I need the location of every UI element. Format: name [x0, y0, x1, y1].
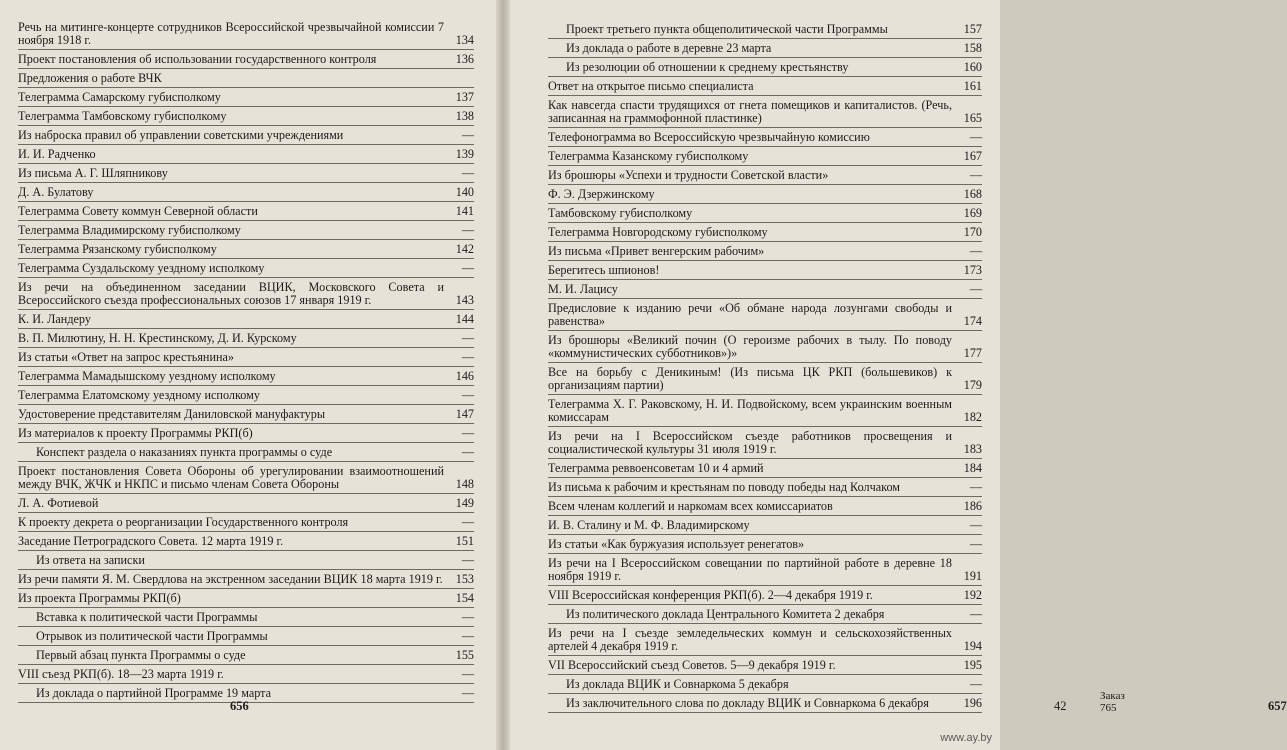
toc-entry-title: Все на борьбу с Деникиным! (Из письма ЦК РКП (большевиков) к организациям партии) [548, 365, 952, 392]
toc-entry-page: 168 [963, 187, 982, 201]
toc-entry-title: Предложения о работе ВЧК [18, 71, 162, 85]
toc-entry-title: Из брошюры «Успехи и трудности Советской власти» [548, 168, 829, 182]
toc-entry-page: 177 [963, 346, 982, 360]
toc-entry-title: Из речи на I Всероссийском съезде работников просвещения и социалистической культуры 31 июля 1919 г. [548, 429, 952, 456]
toc-entry-page: 134 [455, 33, 474, 47]
toc-entry [18, 166, 474, 183]
toc-entry-page: 141 [455, 204, 474, 218]
toc-entry-page: — [969, 168, 982, 182]
toc-entry [548, 556, 982, 586]
toc-entry-title: Как навсегда спасти трудящихся от гнета помещиков и капиталистов. (Речь, записанная на граммофонной пластинке) [548, 98, 952, 125]
toc-entry [18, 496, 474, 513]
toc-entry [548, 282, 982, 299]
toc-entry-title: Из письма А. Г. Шляпникову [18, 166, 168, 180]
toc-entry-page: — [461, 426, 474, 440]
toc-entry-title: Из брошюры «Великий почин (О героизме рабочих в тылу. По поводу «коммунистических субботников»)» [548, 333, 952, 360]
toc-entry-title: Из статьи «Ответ на запрос крестьянина» [18, 350, 234, 364]
toc-entry-title: Из резолюции об отношении к среднему крестьянству [566, 60, 849, 74]
toc-entry-title: Из материалов к проекту Программы РКП(б) [18, 426, 253, 440]
toc-entry [18, 261, 474, 278]
toc-entry-title: Из речи памяти Я. М. Свердлова на экстренном заседании ВЦИК 18 марта 1919 г. [18, 572, 443, 586]
toc-entry [18, 204, 474, 221]
toc-entry-title: Телеграмма Рязанскому губисполкому [18, 242, 217, 256]
toc-entry-title: Проект постановления об использовании государственного контроля [18, 52, 377, 66]
toc-entry-title: VII Всероссийский съезд Советов. 5—9 декабря 1919 г. [548, 658, 836, 672]
toc-entry [18, 52, 474, 69]
toc-entry-page: 151 [455, 534, 474, 548]
toc-entry-page: — [461, 445, 474, 459]
toc-entry [18, 20, 474, 50]
toc-entry-title: И. В. Сталину и М. Ф. Владимирскому [548, 518, 750, 532]
toc-entry-page: — [969, 537, 982, 551]
toc-entry [18, 331, 474, 348]
toc-entry [548, 244, 982, 261]
toc-entry [548, 607, 982, 624]
toc-entry-page: — [969, 607, 982, 621]
toc-entry-title: Всем членам коллегий и наркомам всех комиссариатов [548, 499, 833, 513]
toc-entry [18, 280, 474, 310]
toc-list-right [548, 22, 982, 713]
toc-entry-title: Из доклада о работе в деревне 23 марта [566, 41, 772, 55]
toc-list-left [18, 20, 474, 703]
toc-entry [548, 588, 982, 605]
toc-entry [548, 658, 982, 675]
toc-entry-title: Заседание Петроградского Совета. 12 марта 1919 г. [18, 534, 284, 548]
order-number: Заказ 765 [1100, 690, 1125, 714]
toc-entry [548, 696, 982, 713]
toc-entry-page: 183 [963, 442, 982, 456]
toc-entry [548, 79, 982, 96]
toc-entry-page: 155 [455, 648, 474, 662]
toc-entry-page: — [969, 518, 982, 532]
signature-number: 42 [1054, 699, 1067, 713]
toc-entry-title: Телеграмма Х. Г. Раковскому, Н. И. Подвойскому, всем украинским военным комиссарам [548, 397, 952, 424]
toc-entry [18, 388, 474, 405]
toc-entry-page: 142 [455, 242, 474, 256]
toc-entry-title: Телефонограмма во Всероссийскую чрезвычайную комиссию [548, 130, 870, 144]
toc-entry-title: Телеграмма Тамбовскому губисполкому [18, 109, 227, 123]
toc-entry [548, 187, 982, 204]
toc-entry-title: В. П. Милютину, Н. Н. Крестинскому, Д. И. Курскому [18, 331, 297, 345]
toc-entry [548, 677, 982, 694]
toc-entry [548, 429, 982, 459]
toc-entry-page: 153 [455, 572, 474, 586]
toc-entry [18, 553, 474, 570]
toc-entry-page: 158 [963, 41, 982, 55]
toc-entry-page: 136 [455, 52, 474, 66]
toc-entry [18, 242, 474, 259]
toc-entry-page: — [461, 388, 474, 402]
toc-entry [548, 333, 982, 363]
toc-entry-page: 179 [963, 378, 982, 392]
toc-entry-title: Телеграмма Казанскому губисполкому [548, 149, 749, 163]
toc-entry-title: Ответ на открытое письмо специалиста [548, 79, 754, 93]
toc-entry-title: Ф. Э. Дзержинскому [548, 187, 655, 201]
toc-entry-title: К проекту декрета о реорганизации Государственного контроля [18, 515, 349, 529]
toc-entry-page: — [969, 282, 982, 296]
toc-entry-page: 182 [963, 410, 982, 424]
toc-entry [18, 147, 474, 164]
toc-entry [548, 301, 982, 331]
toc-entry [548, 225, 982, 242]
toc-entry-title: Проект третьего пункта общеполитической части Программы [566, 22, 888, 36]
toc-entry-page: — [461, 166, 474, 180]
toc-entry-page: 140 [455, 185, 474, 199]
toc-entry [18, 629, 474, 646]
toc-entry-page: — [461, 686, 474, 700]
toc-entry-title: Берегитесь шпионов! [548, 263, 660, 277]
toc-entry [18, 369, 474, 386]
toc-entry [18, 667, 474, 684]
toc-entry [548, 626, 982, 656]
toc-entry-title: Д. А. Булатову [18, 185, 94, 199]
toc-entry [548, 98, 982, 128]
toc-entry-page: 169 [963, 206, 982, 220]
toc-entry [548, 461, 982, 478]
toc-entry [18, 515, 474, 532]
toc-entry-title: Из ответа на записки [36, 553, 145, 567]
toc-entry [548, 60, 982, 77]
toc-entry-title: Отрывок из политической части Программы [36, 629, 268, 643]
toc-entry-title: Из письма к рабочим и крестьянам по поводу победы над Колчаком [548, 480, 901, 494]
toc-entry [548, 263, 982, 280]
toc-entry [18, 407, 474, 424]
toc-entry-title: Конспект раздела о наказаниях пункта программы о суде [36, 445, 333, 459]
toc-entry [18, 128, 474, 145]
toc-entry-page: — [461, 128, 474, 142]
toc-entry-title: Телеграмма Елатомскому уездному исполкому [18, 388, 260, 402]
toc-entry [18, 350, 474, 367]
toc-entry-page: 160 [963, 60, 982, 74]
toc-entry [548, 22, 982, 39]
toc-entry-title: Из статьи «Как буржуазия использует ренегатов» [548, 537, 805, 551]
toc-entry-page: 194 [963, 639, 982, 653]
toc-entry-page: — [969, 480, 982, 494]
toc-entry-title: Телеграмма Новгородскому губисполкому [548, 225, 768, 239]
toc-entry-page: — [461, 610, 474, 624]
toc-entry-page: 161 [963, 79, 982, 93]
toc-entry [548, 518, 982, 535]
toc-entry-title: VIII Всероссийская конференция РКП(б). 2—4 декабря 1919 г. [548, 588, 873, 602]
toc-entry-title: И. И. Радченко [18, 147, 96, 161]
toc-entry-title: Тамбовскому губисполкому [548, 206, 693, 220]
toc-entry-title: Проект постановления Совета Обороны об урегулировании взаимоотношений между ВЧК, ЖЧК и НКПС и письмо членам Совета Обороны [18, 464, 444, 491]
toc-entry-page: 192 [963, 588, 982, 602]
toc-entry-title: Из доклада о партийной Программе 19 марта [36, 686, 272, 700]
toc-entry-title: VIII съезд РКП(б). 18—23 марта 1919 г. [18, 667, 224, 681]
toc-entry [18, 90, 474, 107]
toc-entry-page: 144 [455, 312, 474, 326]
book-gutter [496, 0, 510, 750]
toc-entry-page: 167 [963, 149, 982, 163]
toc-entry [548, 480, 982, 497]
toc-entry-title: Из речи на объединенном заседании ВЦИК, Московского Совета и Всероссийского съезда профессиональных союзов 17 января 1919 г. [18, 280, 444, 307]
toc-entry [548, 365, 982, 395]
toc-entry-page: 195 [963, 658, 982, 672]
toc-entry-page: — [461, 331, 474, 345]
toc-entry-page: 165 [963, 111, 982, 125]
left-page [0, 0, 496, 750]
watermark: www.ay.by [940, 732, 992, 744]
toc-entry-page: 186 [963, 499, 982, 513]
toc-entry-title: Из проекта Программы РКП(б) [18, 591, 181, 605]
toc-entry-title: Телеграмма Самарскому губисполкому [18, 90, 221, 104]
toc-entry-page: — [969, 244, 982, 258]
toc-entry [18, 71, 474, 88]
toc-entry-title: Телеграмма Мамадышскому уездному исполкому [18, 369, 276, 383]
toc-entry-page: 138 [455, 109, 474, 123]
page-number-right: 657 [1268, 699, 1287, 713]
toc-entry-title: Предисловие к изданию речи «Об обмане народа лозунгами свободы и равенства» [548, 301, 952, 328]
toc-entry-page: 184 [963, 461, 982, 475]
toc-entry [548, 41, 982, 58]
toc-entry-page: — [461, 629, 474, 643]
toc-entry [548, 537, 982, 554]
toc-entry-page: — [461, 261, 474, 275]
toc-entry [548, 130, 982, 147]
toc-entry-page: 157 [963, 22, 982, 36]
toc-entry-page: 139 [455, 147, 474, 161]
toc-entry-page: — [461, 667, 474, 681]
toc-entry-page: 149 [455, 496, 474, 510]
toc-entry [548, 149, 982, 166]
toc-entry-page: 174 [963, 314, 982, 328]
toc-entry-page: — [461, 350, 474, 364]
toc-entry [548, 499, 982, 516]
toc-entry-page: 191 [963, 569, 982, 583]
toc-entry [18, 610, 474, 627]
toc-entry-page: — [969, 677, 982, 691]
toc-entry-page: — [461, 553, 474, 567]
toc-entry-page: 137 [455, 90, 474, 104]
toc-entry [18, 445, 474, 462]
toc-entry-page: 196 [963, 696, 982, 710]
right-page [510, 0, 1287, 750]
toc-entry-page: 147 [455, 407, 474, 421]
toc-entry-title: Вставка к политической части Программы [36, 610, 258, 624]
toc-entry [18, 426, 474, 443]
toc-entry-title: Из наброска правил об управлении советскими учреждениями [18, 128, 344, 142]
toc-entry-title: Удостоверение представителям Даниловской мануфактуры [18, 407, 326, 421]
toc-entry [18, 591, 474, 608]
toc-entry [18, 185, 474, 202]
toc-entry-title: Речь на митинге-концерте сотрудников Всероссийской чрезвычайной комиссии 7 ноября 1918 г. [18, 20, 444, 47]
toc-entry-page: 146 [455, 369, 474, 383]
toc-entry-title: Из речи на I съезде земледельческих коммун и сельскохозяйственных артелей 4 декабря 1919 г. [548, 626, 952, 653]
toc-entry [18, 534, 474, 551]
toc-entry-page: 148 [455, 477, 474, 491]
toc-entry [18, 464, 474, 494]
toc-entry [548, 168, 982, 185]
toc-entry-title: К. И. Ландеру [18, 312, 91, 326]
toc-entry-title: Л. А. Фотиевой [18, 496, 99, 510]
toc-entry [18, 312, 474, 329]
toc-entry [18, 572, 474, 589]
toc-entry-title: Из письма «Привет венгерским рабочим» [548, 244, 765, 258]
toc-entry-page: — [461, 223, 474, 237]
toc-entry-title: Телеграмма Совету коммун Северной области [18, 204, 258, 218]
toc-entry-page: 154 [455, 591, 474, 605]
toc-entry-page: — [461, 515, 474, 529]
toc-entry [18, 648, 474, 665]
toc-entry-title: Из речи на I Всероссийском совещании по партийной работе в деревне 18 ноября 1919 г. [548, 556, 952, 583]
page-number-left: 656 [230, 699, 249, 713]
toc-entry [18, 109, 474, 126]
toc-entry [548, 206, 982, 223]
toc-entry-title: Телеграмма реввоенсоветам 10 и 4 армий [548, 461, 764, 475]
toc-entry-title: Из заключительного слова по докладу ВЦИК и Совнаркома 6 декабря [566, 696, 929, 710]
toc-entry-title: Телеграмма Суздальскому уездному исполкому [18, 261, 265, 275]
toc-entry-title: Первый абзац пункта Программы о суде [36, 648, 246, 662]
toc-entry-page: — [969, 130, 982, 144]
toc-entry-page: 173 [963, 263, 982, 277]
toc-entry-page: 170 [963, 225, 982, 239]
toc-entry-title: Из политического доклада Центрального Комитета 2 декабря [566, 607, 885, 621]
toc-entry-page: 143 [455, 293, 474, 307]
toc-entry-title: М. И. Лацису [548, 282, 618, 296]
toc-entry-title: Из доклада ВЦИК и Совнаркома 5 декабря [566, 677, 789, 691]
toc-entry [548, 397, 982, 427]
toc-entry [18, 223, 474, 240]
toc-entry-title: Телеграмма Владимирскому губисполкому [18, 223, 241, 237]
